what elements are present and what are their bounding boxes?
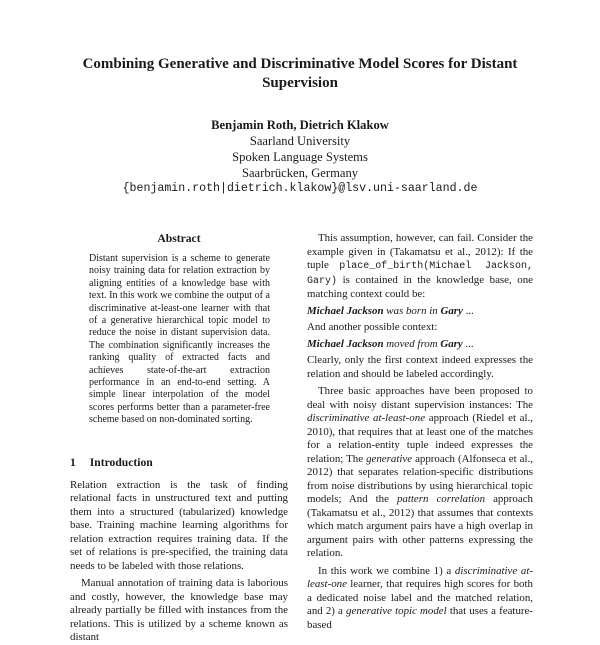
author-block <box>100 117 500 197</box>
example-2-middle: moved from <box>386 337 438 350</box>
example-1-middle: was born in <box>386 304 438 317</box>
tuple-code: place_of_birth(Michael Jackson, Gary) <box>307 261 533 287</box>
section-number: 1 <box>70 455 76 469</box>
p3-part-d: approach (Takamatsu et al., 2012) that assumes that contexts which match argument pairs have a high overlap in argument pairs with other patterns expressing the relation. <box>307 493 533 559</box>
affiliation-university: Saarland University <box>249 134 351 148</box>
p4-part-a: In this work we combine 1) a <box>318 564 452 577</box>
section-heading-introduction <box>70 456 288 469</box>
p4-part-c: that uses a feature-based <box>307 605 533 631</box>
left-column <box>70 232 288 645</box>
example-2-object: Gary <box>440 337 463 350</box>
paper-title: Combining Generative and Discriminative Model Scores for Distant Supervision <box>82 56 518 91</box>
p3-part-a: Three basic approaches have been proposed to deal with noisy distant supervision instances: The <box>307 385 533 411</box>
intro-paragraph-1: Relation extraction is the task of finding relational facts in unstructured text and putting them into a structured (tabularized) knowledge base. Training machine learning algorithms for relation extraction requires training data. If the set of relations is pre-specified, the training data needs to be labeled with those relations. <box>70 478 288 572</box>
p3-part-b: approach (Riedel et al., 2010), that requires that at least one of the matches for a relation-entity tuple indeed expresses the relation; The <box>307 412 533 465</box>
connector-text: And another possible context: <box>307 321 438 333</box>
example-1-end: ... <box>465 304 474 317</box>
p4-term-generative: generative topic model <box>346 605 447 617</box>
example-2-end: ... <box>465 337 474 350</box>
right-paragraph-1 <box>307 232 533 302</box>
example-1-subject: Michael Jackson <box>307 304 384 317</box>
abstract-text: Distant supervision is a scheme to generate noisy training data for relation extraction by aligning entities of a knowledge base with text. In this work we combine the output of a discriminative at-least-one learner with that of a generative hierarchical topic model to reduce the noise in distant supervision data. The combination significantly increases the ranking quality of extracted facts and achieves state-of-the-art extraction performance in an end-to-end setting. A simple linear interpolation of the model scores performs better than a parameter-free scheme based on non-dominated sorting. <box>89 253 270 426</box>
author-names: Benjamin Roth, Dietrich Klakow <box>211 118 389 132</box>
author-email: {benjamin.roth|dietrich.klakow}@lsv.uni-saarland.de <box>122 182 478 195</box>
affiliation-location: Saarbrücken, Germany <box>241 166 359 180</box>
p3-term-discriminative: discriminative at-least-one <box>307 412 426 424</box>
affiliation-department: Spoken Language Systems <box>232 150 368 164</box>
p3-part-c: approach (Alfonseca et al., 2012) that separates relation-specific distributions from noise distributions by using hierarchical topic models; And the <box>307 452 533 505</box>
abstract-heading: Abstract <box>157 232 201 245</box>
p4-term-discriminative: discriminative at-least-one <box>307 564 533 590</box>
section-title: Introduction <box>89 455 153 469</box>
example-2-subject: Michael Jackson <box>307 337 384 350</box>
right-paragraph-4 <box>307 565 533 633</box>
p3-term-pattern-correlation: pattern correlation <box>396 493 486 505</box>
p3-term-generative: generative <box>366 452 413 465</box>
right-paragraph-1-start: This assumption, however, can fail. Consider the example given in (Takamatsu et al., 2012): If the tuple <box>307 232 533 271</box>
intro-paragraph-2: Manual annotation of training data is laborious and costly, however, the knowledge base may already partially be filled with instances from the relations. This is utilized by a scheme known as distant <box>70 577 288 644</box>
right-paragraph-3 <box>307 385 533 561</box>
p4-part-b: learner, that requires high scores for both a dedicated noise label and the matched relation, and 2) a <box>307 578 533 617</box>
example-context-2 <box>307 338 533 352</box>
right-paragraph-1-end: is contained in the knowledge base, one matching context could be: <box>307 273 533 300</box>
example-1-object: Gary <box>440 304 463 317</box>
right-column <box>307 232 533 632</box>
example-context-1 <box>307 305 533 319</box>
right-paragraph-2: Clearly, only the first context indeed expresses the relation and should be labeled accordingly. <box>307 354 533 380</box>
